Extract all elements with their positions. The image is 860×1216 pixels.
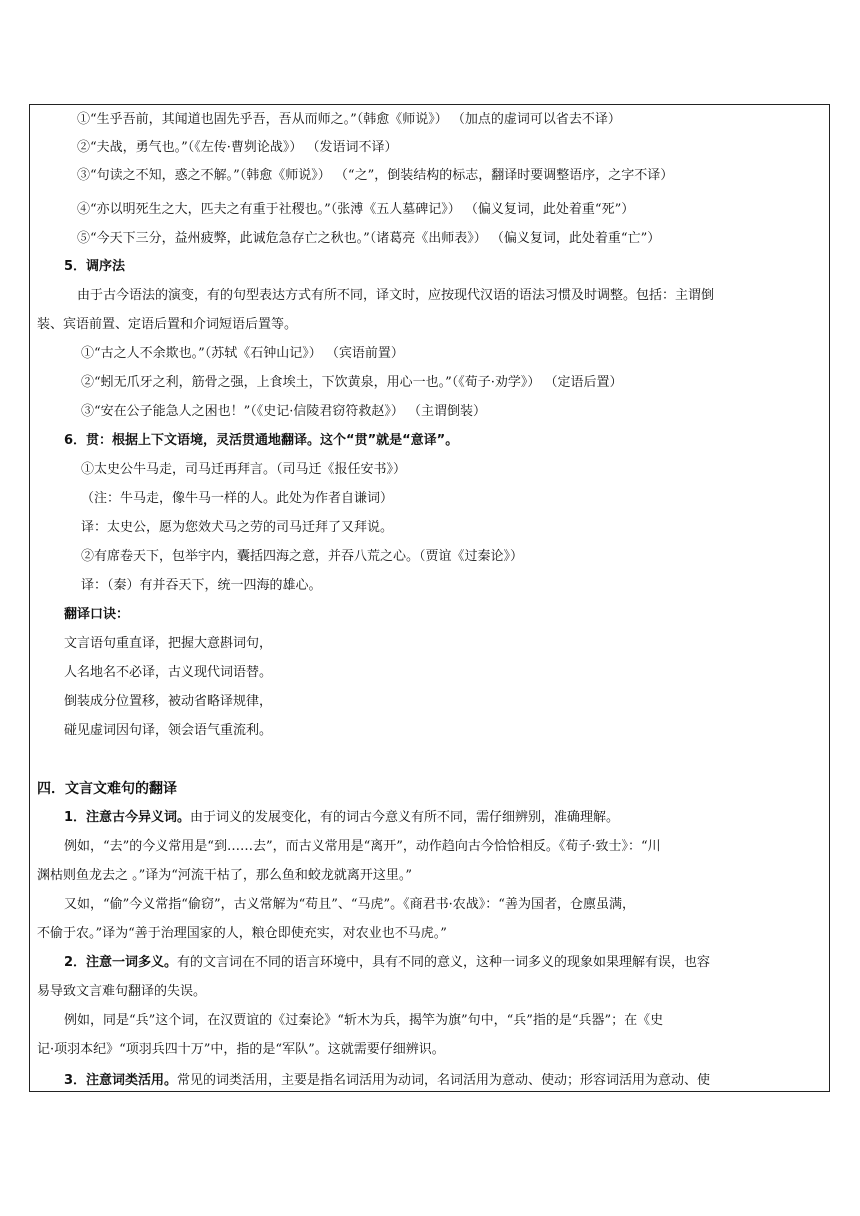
mnemonic-heading: 翻译口诀：: [64, 607, 130, 622]
free-example-2: ②有席卷天下，包举宇内，囊括四海之意，并吞八荒之心。（贾谊《过秦论》）: [81, 549, 524, 564]
order-example-2: ②“蚓无爪牙之利，筋骨之强，上食埃土，下饮黄泉，用心一也。”（《荀子·劝学》） （定语后置）: [81, 375, 623, 390]
mnemonic-line-1: 文言语句重直译，把握大意斟词句，: [64, 636, 273, 651]
mnemonic-line-4: 碰见虚词因句译，领会语气重流利。: [64, 723, 273, 738]
free-example-1: ①太史公牛马走，司马迁再拜言。（司马迁《报任安书》）: [81, 462, 407, 477]
mnemonic-line-2: 人名地名不必译，古义现代词语替。: [64, 665, 273, 680]
point-2-text: 有的文言词在不同的语言环境中，具有不同的意义，这种一词多义的现象如果理解有误，也容: [177, 955, 711, 970]
mnemonic-line-3: 倒装成分位置移，被动省略译规律，: [64, 694, 273, 709]
point-3-text: 常见的词类活用，主要是指名词活用为动词，名词活用为意动、使动；形容词活用为意动、使: [177, 1073, 711, 1088]
order-example-1: ①“古之人不余欺也。”（苏轼《石钟山记》） （宾语前置）: [81, 346, 404, 361]
section-5-heading: 5．调序法: [64, 259, 126, 274]
point-1-title: 1．注意古今异义词。: [64, 810, 191, 825]
point-2-example: 例如，同是“兵”这个词，在汉贾谊的《过秦论》“斩木为兵，揭竿为旗”句中，“兵”指的是“兵器”；在《史: [64, 1013, 664, 1028]
point-2-line-1: [64, 954, 710, 972]
example-line-5: ⑤“今天下三分，益州疲弊，此诚危急存亡之秋也。”（诸葛亮《出师表》） （偏义复词，此处着重“亡”）: [77, 231, 661, 246]
point-1-text: 由于词义的发展变化，有的词古今意义有所不同，需仔细辨别，准确理解。: [190, 810, 620, 825]
free-example-translation-1: 译：太史公，愿为您效犬马之劳的司马迁拜了又拜说。: [81, 520, 394, 535]
point-1-example-2-cont: 不偷于农。”译为“善于治理国家的人，粮仓即使充实，对农业也不马虎。”: [37, 926, 447, 941]
free-example-translation-2: 译：（秦）有并吞天下，统一四海的雄心。: [81, 578, 322, 593]
point-2-title: 2．注意一词多义。: [64, 955, 178, 970]
point-2-line-2: 易导致文言难句翻译的失误。: [37, 984, 207, 999]
content-frame: [29, 104, 830, 1092]
point-3-line-1: [64, 1072, 710, 1090]
section-4-heading: 四．文言文难句的翻译: [37, 781, 177, 797]
example-line-3: ③“句读之不知，惑之不解。”（韩愈《师说》） （“之”，倒装结构的标志，翻译时要调整语序，之字不译）: [77, 168, 674, 183]
example-line-4: ④“亦以明死生之大，匹夫之有重于社稷也。”（张溥《五人墓碑记》） （偏义复词，此处着重“死”）: [77, 202, 635, 217]
example-line-1: ①“生乎吾前，其闻道也固先乎吾，吾从而师之。”（韩愈《师说》） （加点的虚词可以省去不译）: [77, 112, 621, 127]
point-1-line-1: [64, 809, 619, 827]
point-3-title: 3．注意词类活用。: [64, 1073, 178, 1088]
point-1-example-1: 例如，“去”的今义常用是“到……去”，而古义常用是“离开”，动作趋向古今恰恰相反。《荀子·致士》：“川: [64, 839, 661, 854]
section-5-paragraph-1: 由于古今语法的演变，有的句型表达方式有所不同，译文时，应按现代汉语的语法习惯及时调整。包括：主谓倒: [77, 288, 715, 303]
point-2-example-cont: 记·项羽本纪》“项羽兵四十万”中，指的是“军队”。这就需要仔细辨识。: [37, 1042, 445, 1057]
point-1-example-1-cont: 渊枯则鱼龙去之 。”译为“河流干枯了，那么鱼和蛟龙就离开这里。”: [37, 868, 413, 883]
section-5-paragraph-2: 装、宾语前置、定语后置和介词短语后置等。: [37, 317, 298, 332]
point-1-example-2: 又如，“偷”今义常指“偷窃”，古义常解为“苟且”、“马虎”。《商君书·农战》：“善为国者，仓廪虽满，: [64, 897, 635, 912]
free-example-note: （注：牛马走，像牛马一样的人。此处为作者自谦词）: [81, 491, 394, 506]
section-6-heading: 6．贯：根据上下文语境，灵活贯通地翻译。这个“贯”就是“意译”。: [64, 433, 459, 448]
example-line-2: ②“夫战，勇气也。”（《左传·曹刿论战》） （发语词不译）: [77, 140, 398, 155]
order-example-3: ③“安在公子能急人之困也！”（《史记·信陵君窃符救赵》） （主谓倒装）: [81, 404, 487, 419]
